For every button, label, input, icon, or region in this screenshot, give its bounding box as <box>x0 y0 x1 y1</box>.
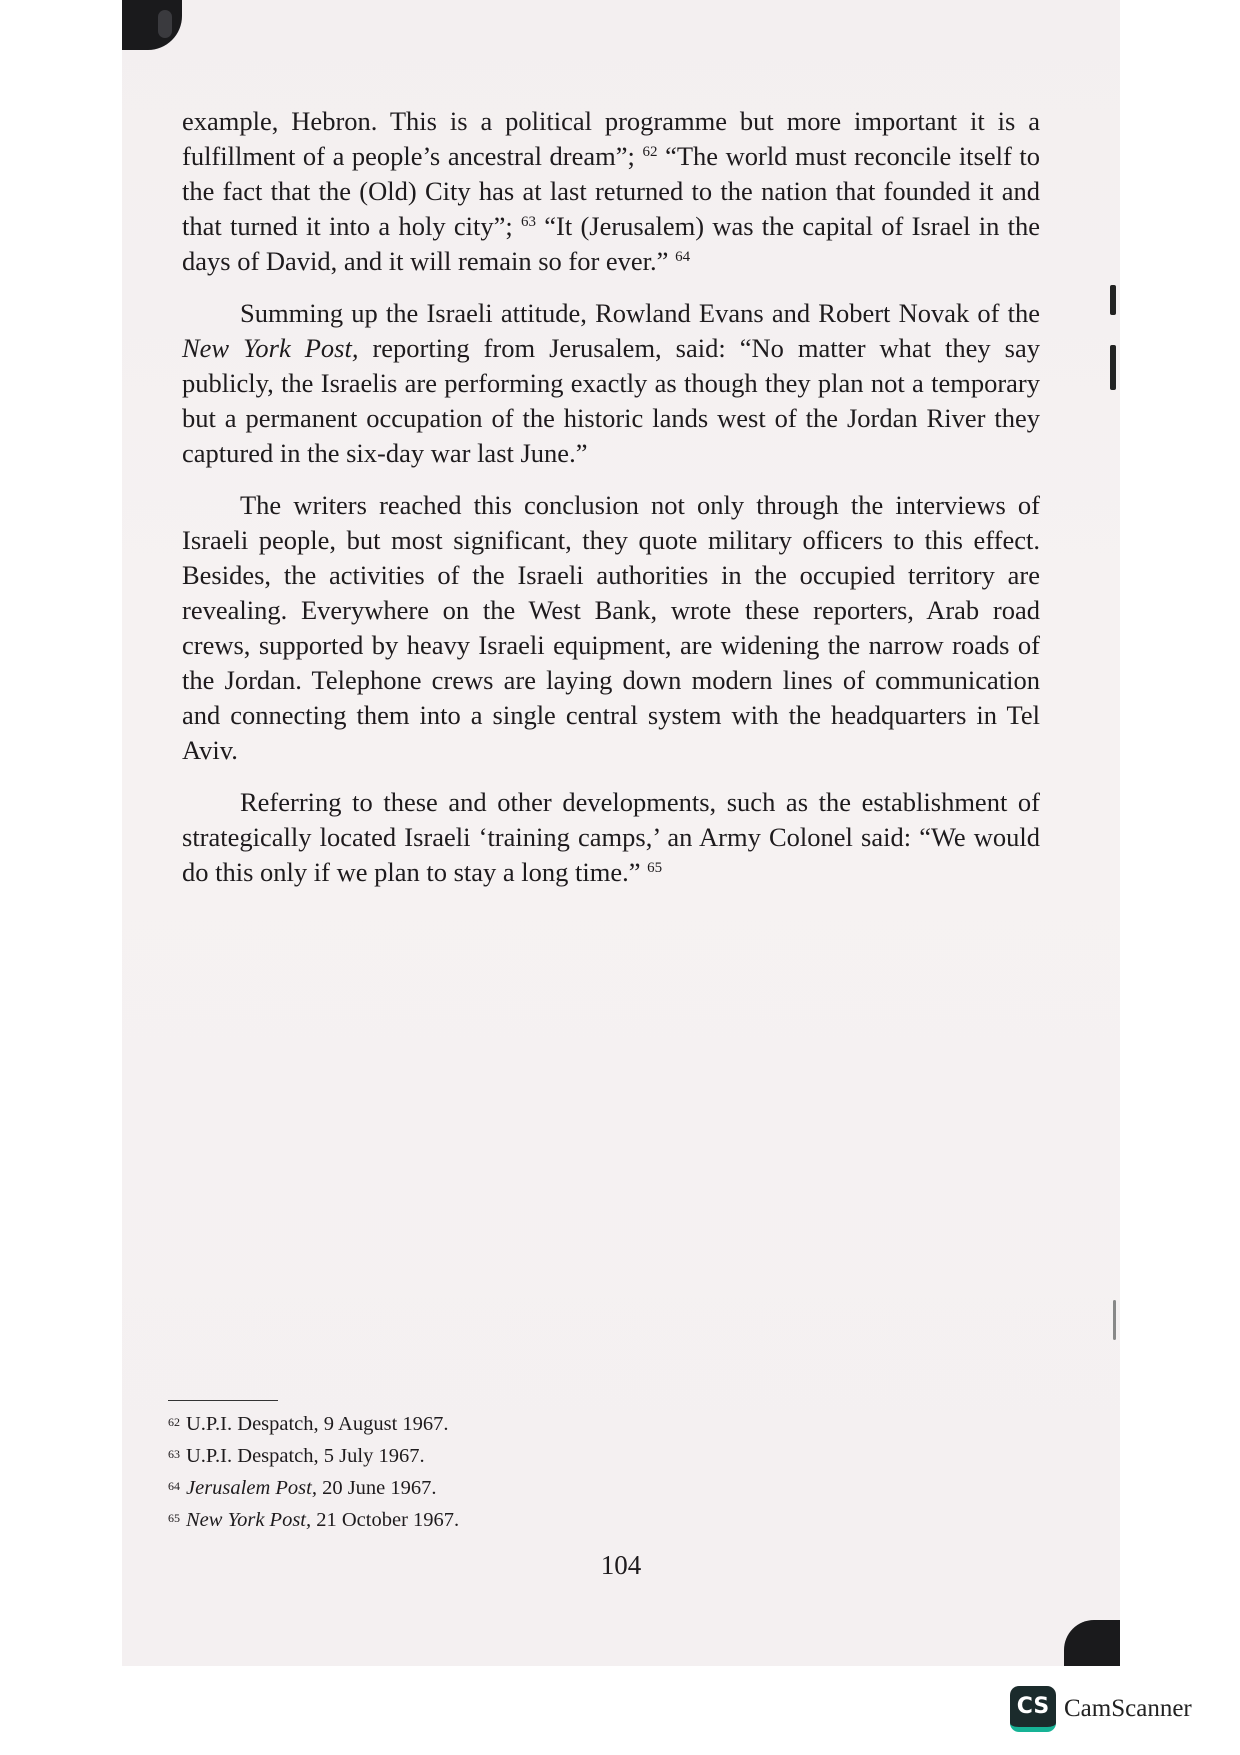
footnote-source: U.P.I. Despatch, <box>186 1413 319 1435</box>
footnote-date: 9 August 1967. <box>318 1413 449 1435</box>
footnote-divider <box>168 1400 278 1401</box>
page-number: 104 <box>600 1550 642 1580</box>
text-run: The writers reached this conclusion not only through the interviews of Israeli people, but most significant, they quote military officers to this effect. Besides, the activities of the Israeli authorities in the occupied territory are revealing. Everywhere on the West Bank, wrote these reporters, Arab road crews, supported by heavy Israeli equipment, are widening the narrow roads of the Jordan. Telephone crews are laying down modern lines of communication and connecting them into a single central system with the headquarters in Tel Aviv. <box>182 490 1040 765</box>
footnote <box>168 1439 768 1471</box>
scanned-page <box>122 0 1120 1666</box>
footnote-reference: 63 <box>520 214 536 230</box>
text-run: Referring to these and other developments, such as the establishment of strategically located Israeli ‘training camps,’ an Army Colonel said: “We would do this only if we plan to stay a long time.” <box>182 787 1040 887</box>
footnote-number: 65 <box>168 1511 180 1525</box>
footnote <box>168 1471 768 1503</box>
camscanner-watermark <box>1010 1685 1192 1733</box>
italic-text: New York Post, <box>182 333 359 363</box>
footnote-date: 5 July 1967. <box>318 1445 425 1467</box>
paragraph <box>182 296 1040 471</box>
paragraph <box>182 488 1040 768</box>
footnotes <box>168 1407 768 1535</box>
text-run: example, Hebron. This is a political programme but more important it is a fulfillment of a people’s ancestral dream”; <box>182 106 1040 171</box>
footnote-reference: 64 <box>675 249 691 265</box>
paragraph <box>182 104 1040 279</box>
text-run: “The world must reconcile itself to the fact that the (Old) City has at last returned to the nation that founded it and that turned it into a holy city”; <box>182 141 1040 241</box>
footnote-number: 64 <box>168 1479 180 1493</box>
body-text <box>182 104 1040 907</box>
page-edge-mark <box>1110 285 1116 315</box>
footnote <box>168 1503 768 1535</box>
footnote <box>168 1407 768 1439</box>
binder-clip-top <box>122 0 182 50</box>
binder-clip-bottom <box>1064 1620 1120 1666</box>
page-edge-mark <box>1110 345 1116 390</box>
text-run: Summing up the Israeli attitude, Rowland Evans and Robert Novak of the <box>240 298 1040 328</box>
footnote-date: 21 October 1967. <box>311 1509 460 1531</box>
footnote-source: U.P.I. Despatch, <box>186 1445 319 1467</box>
footnote-number: 63 <box>168 1447 180 1461</box>
footnote-reference: 62 <box>642 144 658 160</box>
footnote-reference: 65 <box>647 860 663 876</box>
paragraph <box>182 785 1040 890</box>
camscanner-logo-icon: CS <box>1010 1686 1056 1732</box>
footnote-date: 20 June 1967. <box>316 1477 437 1499</box>
text-run: reporting from Jerusalem, said: “No matter what they say publicly, the Israelis are performing exactly as though they plan not a temporary but a permanent occupation of the historic lands west of the Jordan River they captured in the six-day war last June.” <box>182 333 1040 468</box>
page-edge-mark <box>1113 1300 1116 1340</box>
footnote-source: Jerusalem Post, <box>186 1477 317 1499</box>
footnote-source: New York Post, <box>186 1509 312 1531</box>
camscanner-brand: CamScanner <box>1064 1695 1192 1722</box>
text-run: “It (Jerusalem) was the capital of Israel in the days of David, and it will remain so for ever.” <box>182 211 1041 276</box>
footnote-number: 62 <box>168 1415 180 1429</box>
